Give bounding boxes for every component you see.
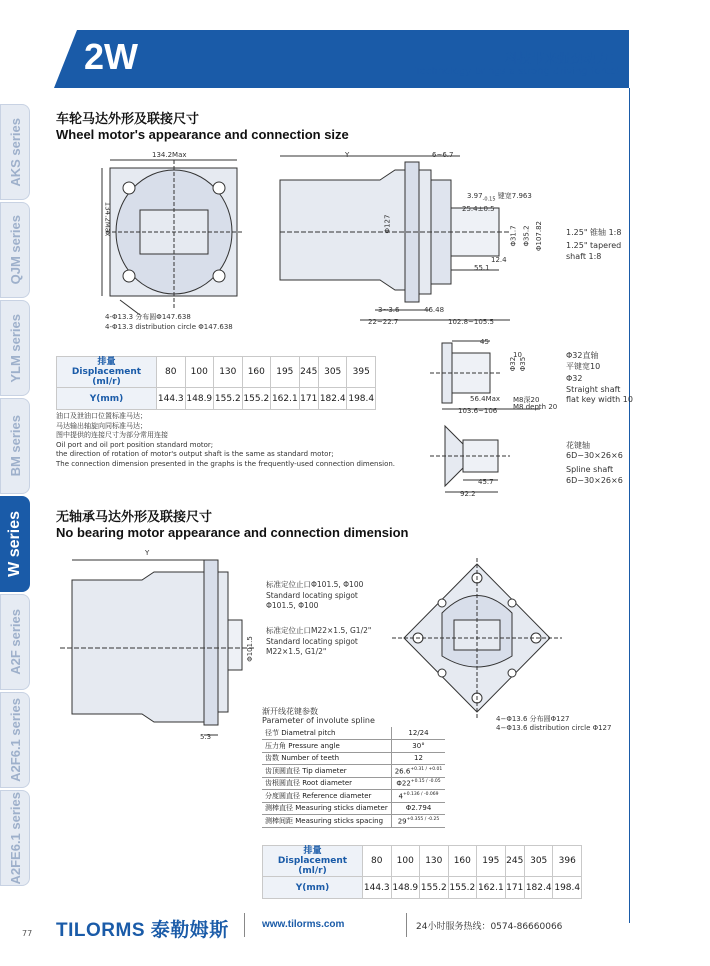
dim-10: 10: [513, 351, 522, 359]
spline-shaft-drawing: [430, 420, 560, 500]
shaft1-cn: 1.25" 锥轴 1:8: [566, 228, 622, 237]
dim-35-2: Φ35.2: [522, 225, 531, 247]
dim-3-97: $3.97_{-0.15}$ 键宽7.963: [467, 192, 532, 203]
dim-127: Φ127: [383, 214, 392, 234]
spline-row: 径节 Diametral pitch 12/24: [262, 727, 445, 740]
shaft3-cn1: 花键轴: [566, 441, 590, 450]
tab-bm[interactable]: BM series: [0, 398, 30, 494]
brand-logo: TILORMS 泰勒姆斯: [56, 920, 229, 941]
spline-row: 齿根圆直径 Root diameter $\Phi 22^{+0.15 / -0.05}$: [262, 777, 445, 790]
shaft3-cn2: 6D−30×26×6: [566, 451, 623, 460]
website-link[interactable]: www.tilorms.com: [262, 919, 345, 930]
spline-title-cn: 渐开线花键参数: [262, 707, 318, 716]
port-cn: 标准定位止口M22×1.5, G1/2": [266, 626, 372, 635]
spline-row: 压力角 Pressure angle 30°: [262, 740, 445, 753]
series-sidebar: [0, 104, 30, 888]
dim-55-1: 55.1: [474, 264, 490, 272]
dim-y2: Y: [145, 549, 150, 557]
page-number: 77: [22, 929, 33, 938]
table2-header: 排量 Displacement (ml/r): [263, 846, 363, 877]
dim-107-82: Φ107.82: [535, 220, 544, 252]
dim-m8-en: M8 depth 20: [513, 403, 558, 411]
page-title: 2W: [84, 36, 138, 77]
dim-92-2: 92.2: [460, 490, 476, 498]
dim-6-6-7: 6~6.7: [432, 151, 454, 159]
spline-row: 齿数 Number of teeth 12: [262, 752, 445, 765]
shaft2-en3: flat key width 10: [566, 395, 633, 404]
dim-5-3: 5.3: [200, 733, 212, 741]
footer-divider: [244, 913, 245, 937]
spigot-en1: Standard locating spigot: [266, 591, 358, 600]
tab-w[interactable]: W series: [0, 496, 30, 592]
shaft1-en2: shaft 1:8: [566, 252, 602, 261]
hotline: 24小时服务热线：0574-86660066: [416, 922, 563, 932]
shaft2-cn2: 平键宽10: [566, 362, 601, 371]
shaft3-en2: 6D−30×26×6: [566, 476, 623, 485]
pcd-cn: 4-Φ13.3 分布圆Φ147.638: [105, 313, 191, 321]
right-divider: [629, 88, 630, 923]
no-bearing-front-view: [392, 558, 562, 718]
shaft2-cn1: Φ32直轴: [566, 351, 599, 360]
dim-22-22-7: 22~22.7: [368, 318, 399, 326]
slogan-cn: 科技带来强劲动力！: [504, 52, 622, 67]
spline-title-en: Parameter of involute spline: [262, 716, 375, 725]
spigot-cn: 标准定位止口Φ101.5, Φ100: [266, 580, 364, 589]
port-en1: Standard locating spigot: [266, 637, 358, 646]
tab-ylm[interactable]: YLM series: [0, 300, 30, 396]
spline-row: 分度圆直径 Reference diameter $4^{+0.136 / -0.069}$: [262, 790, 445, 803]
dim-45: 45: [480, 338, 489, 346]
spline-row: 测棒直径 Measuring sticks diameter Φ2.794: [262, 802, 445, 815]
dim-31-7: Φ31.7: [509, 225, 518, 247]
spigot-en2: Φ101.5, Φ100: [266, 601, 319, 610]
slogan-en: Technology brings a strong driving force!: [415, 66, 620, 77]
spline-parameter-table: [262, 727, 445, 828]
tab-aks[interactable]: AKS series: [0, 104, 30, 200]
dim-25-4: 25.4±0.5: [462, 205, 495, 213]
shaft3-en1: Spline shaft: [566, 465, 614, 474]
pcd2-cn: 4−Φ13.6 分布圆Φ127: [496, 715, 570, 723]
pcd-en: 4-Φ13.3 distribution circle Φ147.638: [105, 323, 233, 331]
pcd2-en: 4−Φ13.6 distribution circle Φ127: [496, 724, 612, 732]
tab-a2f[interactable]: A2F series: [0, 594, 30, 690]
shaft2-en2: Straight shaft: [566, 385, 621, 394]
dim-32: Φ32: [509, 356, 518, 372]
dim-3-3-6: 3~3.6: [378, 306, 400, 314]
tab-qjm[interactable]: QJM series: [0, 202, 30, 298]
shaft2-en1: Φ32: [566, 374, 583, 383]
dim-101-5: Φ101.5: [245, 636, 254, 662]
dim-46-48: 46.48: [424, 306, 445, 314]
tab-a2f61[interactable]: A2F6.1 series: [0, 692, 30, 788]
notes-block: 油口及泄油口位置标准马达； 马达输出轴旋向同标准马达； 图中提供的连接尺寸为部分常用连接 Oil port and oil port position standard motor; the direction of rotation of motor's output shaft is the same as standard motor; The connection dimension presented in the graphs is the frequently-used connection dimension.: [56, 412, 396, 468]
no-bearing-side-view: [60, 550, 260, 740]
tab-a2fe61[interactable]: A2FE6.1 series: [0, 790, 30, 886]
dim-45-7: 45.7: [478, 478, 494, 486]
section1-title: 车轮马达外形及联接尺寸 Wheel motor's appearance and connection size: [56, 111, 349, 142]
dim-56-4: 56.4Max: [470, 395, 501, 403]
displacement-table-1: 排量 Displacement (ml/r) 80 100 130 160 195 245 305 395 Y(mm) 144.3 148.9 155.2 155.2 162.1 171 182.4 198.4: [56, 356, 376, 410]
spline-row: 齿顶圆直径 Tip diameter $26.6^{+0.31 / +0.01}$: [262, 765, 445, 778]
table1-header: 排量 Displacement (ml/r): [57, 357, 157, 388]
port-en2: M22×1.5, G1/2": [266, 647, 327, 656]
dim-12-4: 12.4: [491, 256, 507, 264]
displacement-table-2: 排量 Displacement (ml/r) 80 100 130 160 195 245 305 396 Y(mm) 144.3 148.9 155.2 155.2 162.1 171 182.4 198.4: [262, 845, 582, 899]
dim-height: 134.2Max: [103, 201, 112, 237]
footer-divider: [406, 913, 407, 937]
dim-width: 134.2Max: [152, 151, 187, 159]
dim-y: Y: [345, 151, 350, 159]
dim-102-8: 102.8~105.5: [448, 318, 494, 326]
section2-title: 无轴承马达外形及联接尺寸 No bearing motor appearance and connection dimension: [56, 509, 409, 540]
dim-103-6: 103.6~106: [458, 407, 498, 415]
dim-m8: M8深20: [513, 396, 540, 404]
shaft1-en1: 1.25" tapered: [566, 241, 622, 250]
dim-35: Φ35: [519, 356, 528, 372]
spline-row: 测棒间距 Measuring sticks spacing $29^{+0.355 / -0.25}$: [262, 815, 445, 828]
